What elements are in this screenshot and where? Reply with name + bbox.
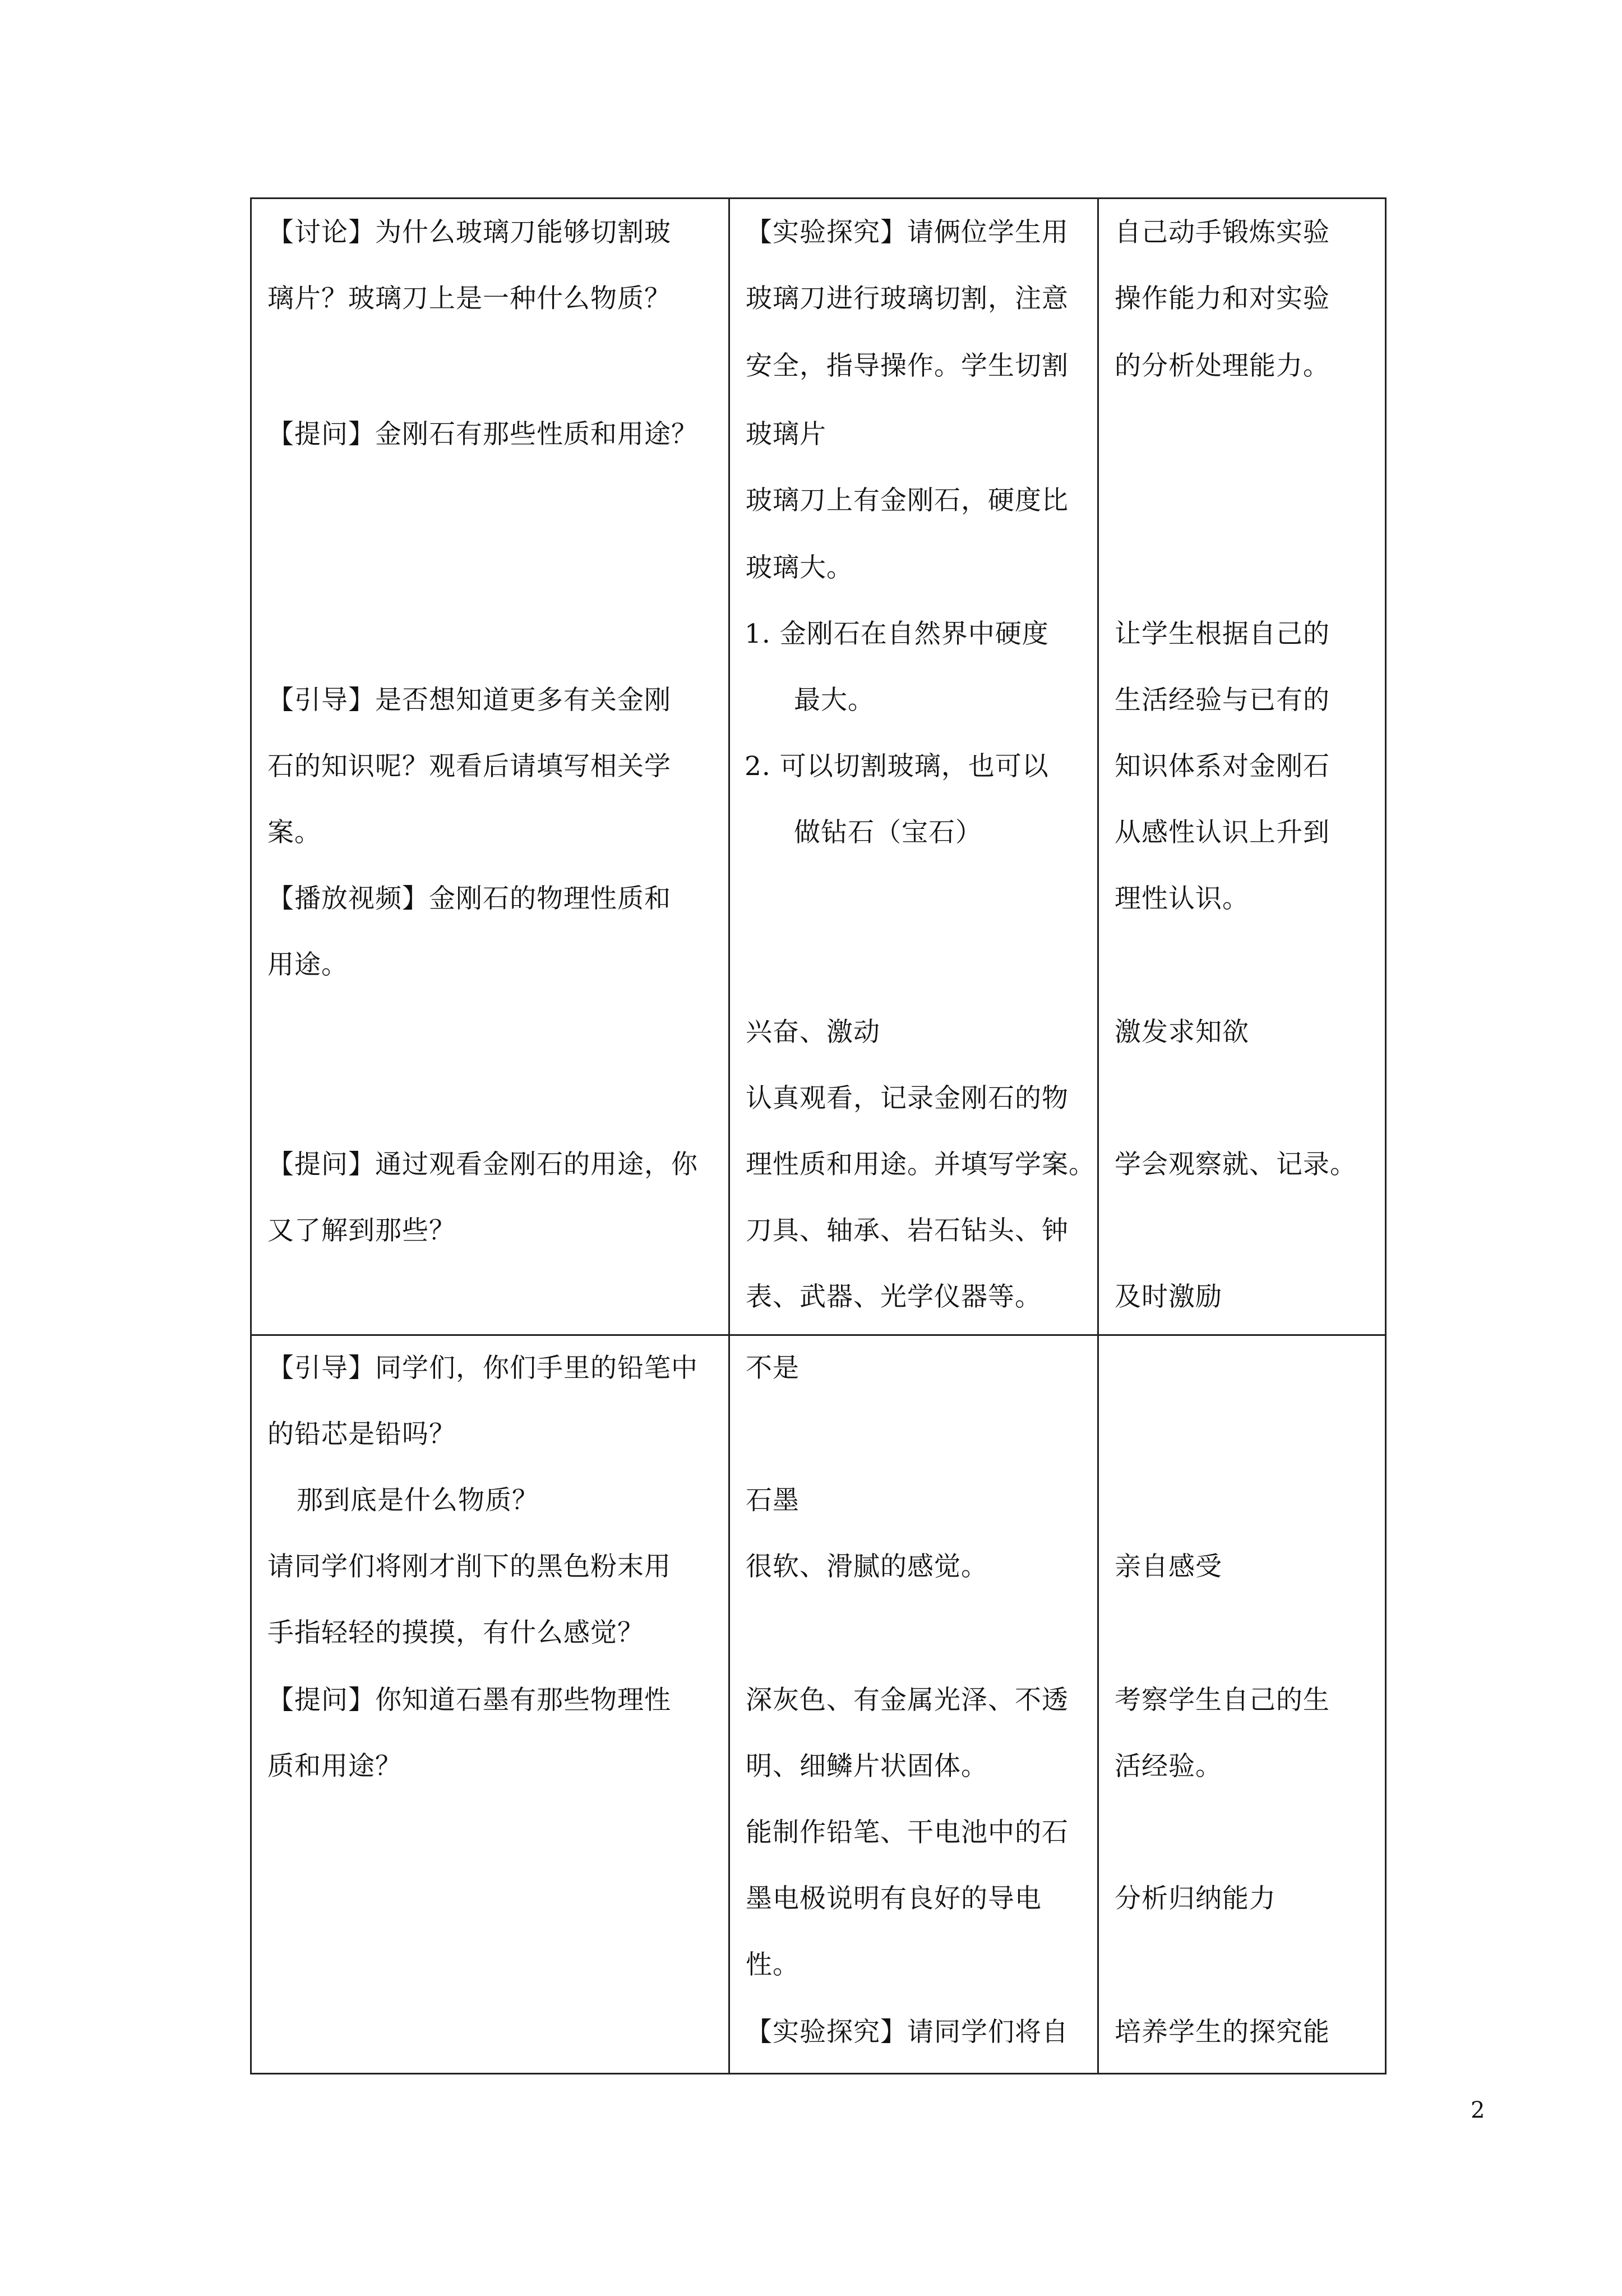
text-line: 墨电极说明有良好的导电 [746, 1883, 1042, 1914]
text-line: 从感性认识上升到 [1115, 817, 1330, 848]
teacher-activity-cell [251, 199, 729, 1335]
text-line: 2. 可以切割玻璃，也可以 [745, 751, 1049, 782]
text-line: 【提问】你知道石墨有那些物理性 [267, 1685, 671, 1716]
text-line: 不是 [746, 1353, 800, 1384]
text-line: 活经验。 [1115, 1751, 1222, 1782]
text-line: 激发求知欲 [1115, 1017, 1249, 1048]
text-line: 玻璃刀上有金刚石，硬度比 [746, 485, 1069, 516]
text-line: 亲自感受 [1115, 1551, 1222, 1582]
text-line: 刀具、轴承、岩石钻头、钟 [746, 1215, 1069, 1246]
text-line: 【引导】是否想知道更多有关金刚 [267, 685, 671, 716]
text-line: 玻璃大。 [746, 552, 853, 583]
text-line: 石墨 [746, 1485, 800, 1516]
text-line: 案。 [267, 817, 321, 848]
text-line: 手指轻轻的摸摸，有什么感觉？ [267, 1617, 644, 1648]
lesson-plan-table [250, 197, 1387, 2074]
text-line: 知识体系对金刚石 [1115, 751, 1330, 782]
text-line: 明、细鳞片状固体。 [746, 1751, 988, 1782]
table-row [251, 199, 1386, 1335]
text-line: 【实验探究】请俩位学生用 [746, 217, 1069, 248]
text-line: 【提问】通过观看金刚石的用途，你 [267, 1149, 698, 1180]
text-line: 质和用途？ [267, 1751, 402, 1782]
text-line: 1. 金刚石在自然界中硬度 [745, 619, 1049, 649]
text-line: 【引导】同学们，你们手里的铅笔中 [267, 1353, 698, 1384]
design-intent-cell [1098, 1335, 1386, 2074]
text-line: 考察学生自己的生 [1115, 1685, 1330, 1716]
text-line: 最大。 [794, 685, 875, 716]
text-line: 让学生根据自己的 [1115, 619, 1330, 649]
text-line: 性。 [746, 1949, 800, 1980]
text-line: 玻璃片 [746, 419, 826, 450]
text-line: 能制作铅笔、干电池中的石 [746, 1817, 1069, 1848]
text-line: 理性质和用途。并填写学案。 [746, 1149, 1096, 1180]
table-row [251, 1335, 1386, 2074]
text-line: 兴奋、激动 [746, 1017, 880, 1048]
text-line: 安全，指导操作。学生切割 [746, 351, 1069, 381]
text-line: 请同学们将刚才削下的黑色粉末用 [267, 1551, 671, 1582]
text-line: 操作能力和对实验 [1115, 283, 1330, 314]
text-line: 璃片？玻璃刀上是一种什么物质？ [267, 283, 671, 314]
student-activity-cell [729, 199, 1098, 1335]
text-line: 深灰色、有金属光泽、不透 [746, 1685, 1069, 1716]
text-line: 很软、滑腻的感觉。 [746, 1551, 988, 1582]
text-line: 理性认识。 [1115, 883, 1249, 914]
text-line: 玻璃刀进行玻璃切割，注意 [746, 283, 1069, 314]
text-line: 那到底是什么物质？ [297, 1485, 539, 1516]
text-line: 又了解到那些？ [267, 1215, 456, 1246]
text-line: 学会观察就、记录。 [1115, 1149, 1357, 1180]
text-line: 【讨论】为什么玻璃刀能够切割玻 [267, 217, 671, 248]
text-line: 生活经验与已有的 [1115, 685, 1330, 716]
text-line: 及时激励 [1115, 1281, 1222, 1312]
text-line: 自己动手锻炼实验 [1115, 217, 1330, 248]
text-line: 【实验探究】请同学们将自 [746, 2017, 1069, 2048]
design-intent-cell [1098, 199, 1386, 1335]
text-line: 【播放视频】金刚石的物理性质和 [267, 883, 671, 914]
text-line: 培养学生的探究能 [1115, 2017, 1330, 2048]
text-line: 做钻石（宝石） [794, 817, 982, 848]
text-line: 的铅芯是铅吗？ [267, 1419, 456, 1450]
student-activity-cell [729, 1335, 1098, 2074]
text-line: 认真观看，记录金刚石的物 [746, 1083, 1069, 1114]
text-line: 的分析处理能力。 [1115, 351, 1330, 381]
text-line: 【提问】金刚石有那些性质和用途？ [267, 419, 698, 450]
text-line: 分析归纳能力 [1115, 1883, 1276, 1914]
text-line: 石的知识呢？观看后请填写相关学 [267, 751, 671, 782]
text-line: 表、武器、光学仪器等。 [746, 1281, 1042, 1312]
page-number: 2 [1471, 2097, 1485, 2123]
text-line: 用途。 [267, 949, 348, 980]
teacher-activity-cell [251, 1335, 729, 2074]
